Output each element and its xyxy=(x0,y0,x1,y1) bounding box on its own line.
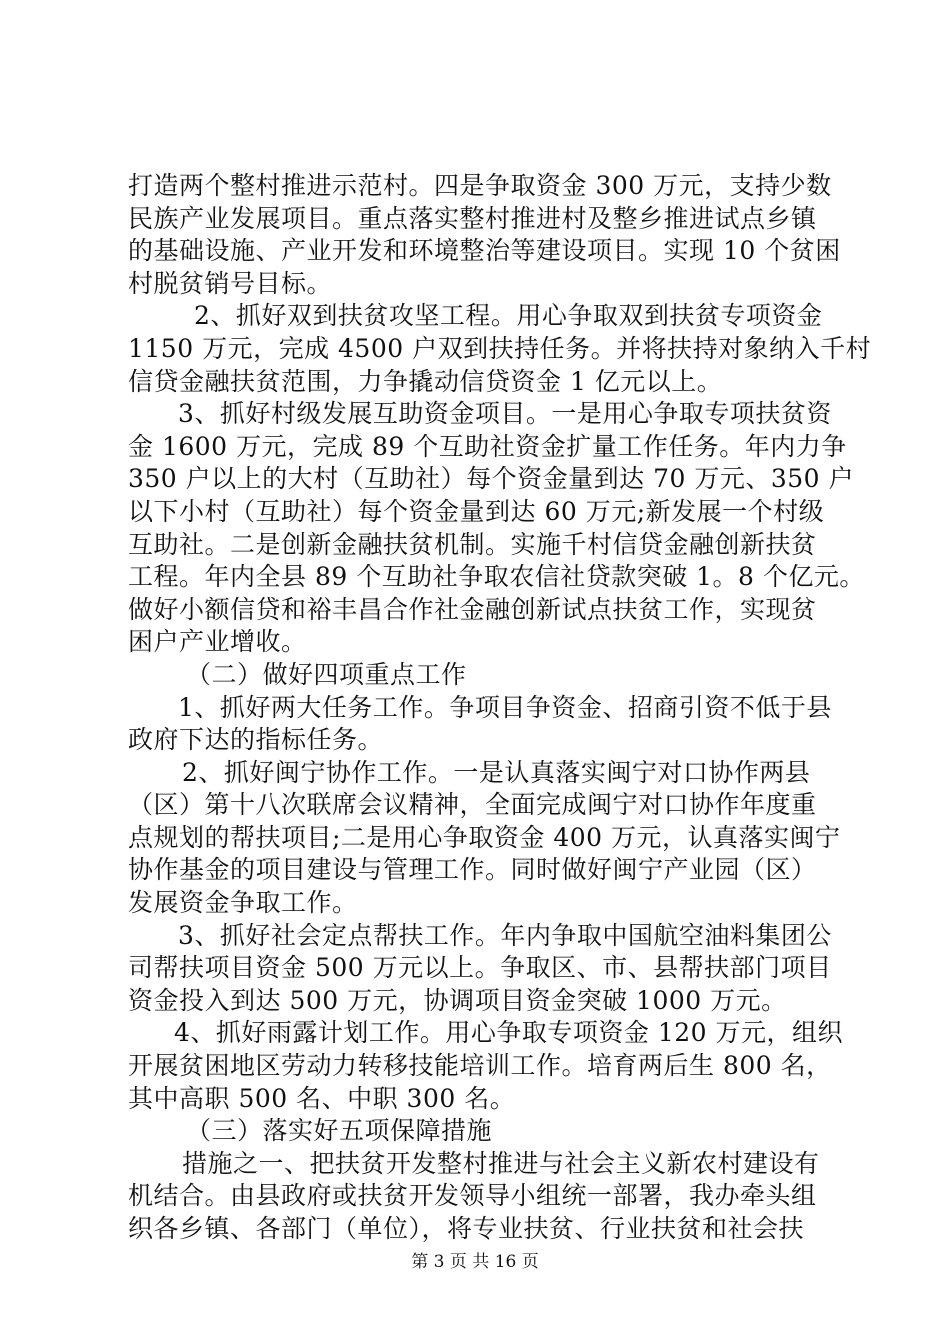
text-line: 3、抓好村级发展互助资金项目。一是用心争取专项扶贫资 xyxy=(178,399,832,429)
text-line: 1150 万元，完成 4500 户双到扶持任务。并将扶持对象纳入千村 xyxy=(128,333,872,363)
text-line: 其中高职 500 名、中职 300 名。 xyxy=(128,1083,516,1113)
text-line: 3、抓好社会定点帮扶工作。年内争取中国航空油料集团公 xyxy=(178,920,832,950)
text-line: 困户产业增收。 xyxy=(128,627,307,657)
text-line: 民族产业发展项目。重点落实整村推进村及整乡推进试点乡镇 xyxy=(128,203,817,233)
text-line: 村脱贫销号目标。 xyxy=(128,268,333,298)
text-line: 措施之一、把扶贫开发整村推进与社会主义新农村建设有 xyxy=(182,1148,820,1178)
text-line: 1、抓好两大任务工作。争项目争资金、招商引资不低于县 xyxy=(178,692,832,722)
text-line: （区）第十八次联席会议精神，全面完成闽宁对口协作年度重 xyxy=(128,790,817,820)
text-line: 打造两个整村推进示范村。四是争取资金 300 万元，支持少数 xyxy=(128,171,832,200)
text-line: （二）做好四项重点工作 xyxy=(186,659,467,689)
text-line: 发展资金争取工作。 xyxy=(128,888,358,918)
text-line: 织各乡镇、各部门（单位），将专业扶贫、行业扶贫和社会扶 xyxy=(128,1214,805,1243)
text-line: 信贷金融扶贫范围，力争撬动信贷资金 1 亿元以上。 xyxy=(128,366,723,396)
text-line: 2、抓好闽宁协作工作。一是认真落实闽宁对口协作两县 xyxy=(182,757,811,787)
text-line: 350 户以上的大村（互助社）每个资金量到达 70 万元、350 户 xyxy=(128,464,855,494)
text-line: 2、抓好双到扶贫攻坚工程。用心争取双到扶贫专项资金 xyxy=(194,301,823,331)
text-line: （三）落实好五项保障措施 xyxy=(186,1116,493,1146)
page-footer: 第 3 页 共 16 页 xyxy=(411,1252,539,1272)
text-line: 的基础设施、产业开发和环境整治等建设项目。实现 10 个贫困 xyxy=(128,236,841,266)
text-line: 司帮扶项目资金 500 万元以上。争取区、市、县帮扶部门项目 xyxy=(128,953,832,983)
text-line: 金 1600 万元，完成 89 个互助社资金扩量工作任务。年内力争 xyxy=(128,431,847,461)
text-line: 政府下达的指标任务。 xyxy=(128,725,384,755)
text-line: 工程。年内全县 89 个互助社争取农信社贷款突破 1。8 个亿元。 xyxy=(128,562,865,592)
text-line: 协作基金的项目建设与管理工作。同时做好闽宁产业园（区） xyxy=(128,855,817,885)
body-text xyxy=(128,170,872,1246)
text-line: 以下小村（互助社）每个资金量到达 60 万元;新发展一个村级 xyxy=(128,496,825,526)
text-line: 机结合。由县政府或扶贫开发领导小组统一部署，我办牵头组 xyxy=(128,1181,817,1211)
text-line: 互助社。二是创新金融扶贫机制。实施千村信贷金融创新扶贫 xyxy=(128,529,817,559)
text-line: 资金投入到达 500 万元，协调项目资金突破 1000 万元。 xyxy=(128,985,787,1015)
text-line: 4、抓好雨露计划工作。用心争取专项资金 120 万元，组织 xyxy=(174,1018,844,1048)
text-line: 开展贫困地区劳动力转移技能培训工作。培育两后生 800 名， xyxy=(128,1051,832,1081)
text-line: 点规划的帮扶项目;二是用心争取资金 400 万元，认真落实闽宁 xyxy=(128,822,841,852)
text-line: 做好小额信贷和裕丰昌合作社金融创新试点扶贫工作，实现贫 xyxy=(128,594,817,624)
